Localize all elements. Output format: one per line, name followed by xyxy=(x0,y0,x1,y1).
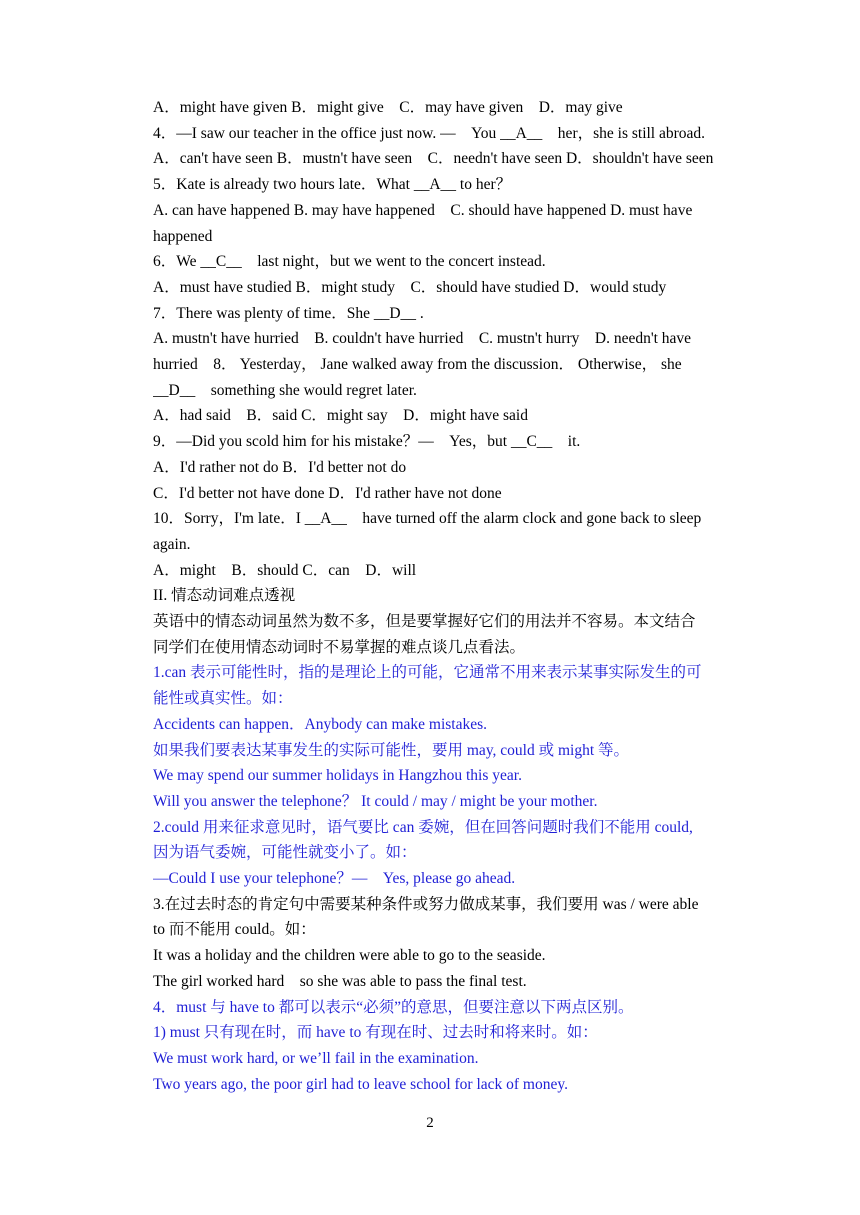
text-line: hurried 8． Yesterday， Jane walked away from the discussion． Otherwise， she xyxy=(153,356,682,373)
text-line: __D__ something she would regret later. xyxy=(153,381,417,399)
text-line: II. 情态动词难点透视 xyxy=(153,587,296,605)
text-line: A. can have happened B. may have happened C. should have happened D. must have xyxy=(153,201,693,219)
text-line: 9．—Did you scold him for his mistake？— Yes，but __C__ it. xyxy=(153,433,581,451)
text-line: A．might have given B．might give C．may have given D．may give xyxy=(153,99,623,116)
text-line: 4．—I saw our teacher in the office just now. — You __A__ her，she is still abroad. xyxy=(153,124,706,142)
text-line: 10．Sorry，I'm late．I __A__ have turned off the alarm clock and gone back to sleep xyxy=(153,510,702,528)
text-line: We must work hard, or we’ll fail in the examination. xyxy=(153,1049,479,1067)
text-line: Will you answer the telephone？ It could / may / might be your mother. xyxy=(153,792,598,810)
text-line: to 而不能用 could。如： xyxy=(153,921,316,939)
text-line: A．had said B．said C．might say D．might have said xyxy=(153,407,528,425)
text-line: 因为语气委婉，可能性就变小了。如： xyxy=(153,844,417,862)
text-line: Two years ago, the poor girl had to leave school for lack of money. xyxy=(153,1075,568,1093)
text-line: A．must have studied B．might study C．should have studied D．would study xyxy=(153,278,667,296)
text-line: C．I'd better not have done D．I'd rather have not done xyxy=(153,484,502,502)
text-line: 如果我们要表达某事发生的实际可能性，要用 may, could 或 might 等。 xyxy=(153,741,630,759)
text-line: —Could I use your telephone？— Yes, please go ahead. xyxy=(153,870,516,887)
text-line: happened xyxy=(153,227,213,245)
text-line: A. mustn't have hurried B. couldn't have hurried C. mustn't hurry D. needn't have xyxy=(153,330,692,348)
text-line: The girl worked hard so she was able to pass the final test. xyxy=(153,972,527,990)
text-line: 4．must 与 have to 都可以表示“必须”的意思，但要注意以下两点区别。 xyxy=(153,998,634,1016)
text-line: It was a holiday and the children were able to go to the seaside. xyxy=(153,947,546,965)
text-line: Accidents can happen．Anybody can make mistakes. xyxy=(153,715,488,733)
text-line: We may spend our summer holidays in Hangzhou this year. xyxy=(153,767,522,785)
text-line: 英语中的情态动词虽然为数不多，但是要掌握好它们的用法并不容易。本文结合 xyxy=(153,613,696,630)
text-line: 7．There was plenty of time．She __D__ . xyxy=(153,304,424,322)
text-line: 6．We __C__ last night，but we went to the concert instead. xyxy=(153,253,546,271)
text-line: 3.在过去时态的肯定句中需要某种条件或努力做成某事，我们要用 was / were able xyxy=(153,895,699,913)
text-line: 2.could 用来征求意见时，语气要比 can 委婉，但在回答问题时我们不能用 could, xyxy=(153,818,693,836)
page-number: 2 xyxy=(426,1115,434,1131)
text-line: 同学们在使用情态动词时不易掌握的难点谈几点看法。 xyxy=(153,638,526,656)
text-line: 1) must 只有现在时，而 have to 有现在时、过去时和将来时。如： xyxy=(153,1024,598,1042)
text-line: A．I'd rather not do B．I'd better not do xyxy=(153,458,407,476)
text-line: again. xyxy=(153,535,191,553)
text-line: 5．Kate is already two hours late．What __A__ to her？ xyxy=(153,176,512,194)
text-line: 能性或真实性。如： xyxy=(153,690,293,708)
text-line: 1.can 表示可能性时，指的是理论上的可能，它通常不用来表示某事实际发生的可 xyxy=(153,664,702,682)
text-line: A．might B．should C．can D．will xyxy=(153,561,417,579)
text-line: A．can't have seen B．mustn't have seen C．needn't have seen D．shouldn't have seen xyxy=(153,150,714,168)
